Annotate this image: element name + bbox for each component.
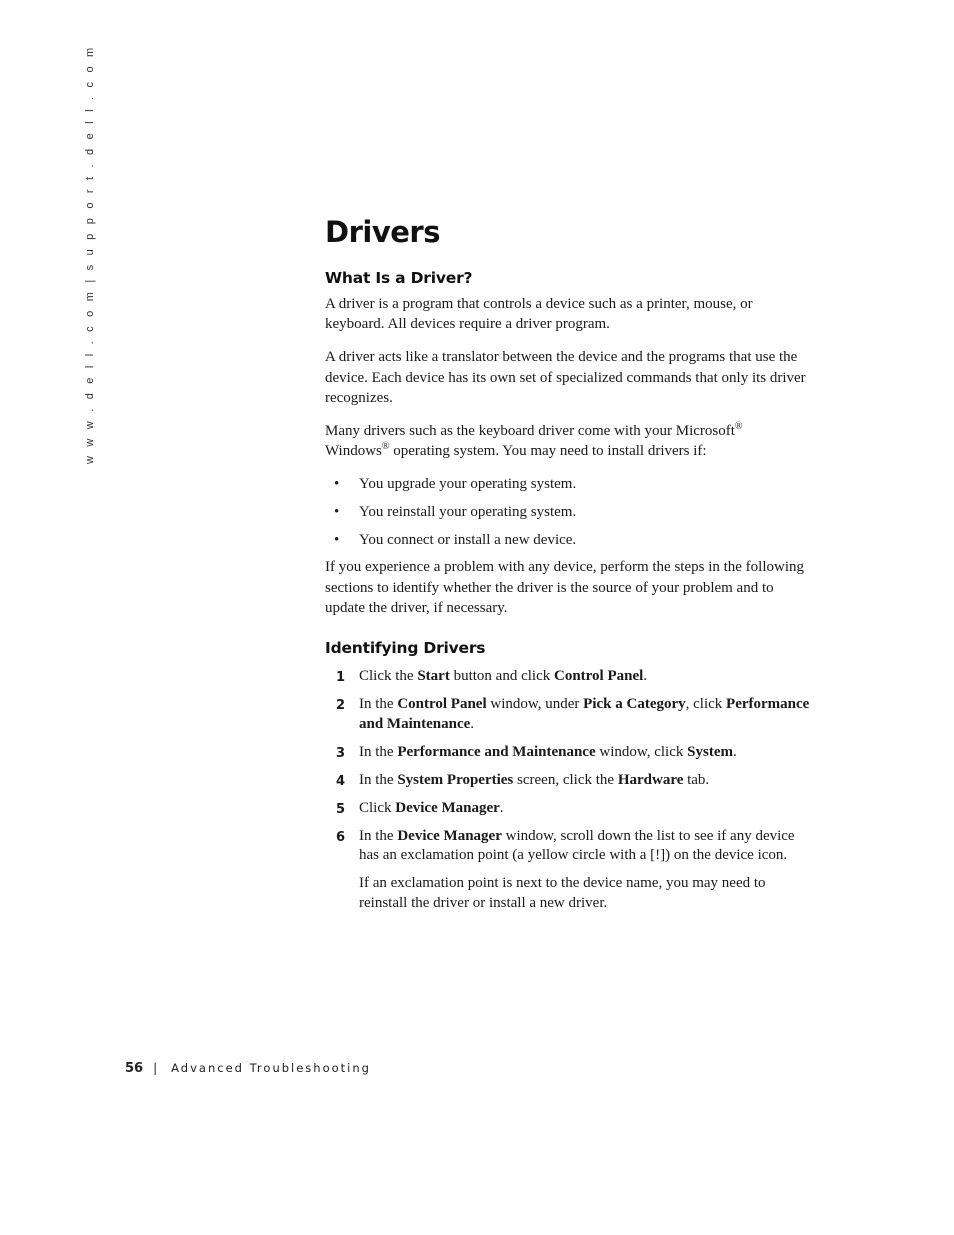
side-url-text: w w w . d e l l . c o m | s u p p o r t . d e l l . c o m <box>84 44 96 464</box>
ui-term: Device Manager <box>395 799 500 816</box>
list-item <box>325 530 815 550</box>
step-text: . <box>643 668 648 685</box>
step-text: window, scroll down the list to see if any device has an exclamation point (a yellow circle with a [!]) on the device icon. <box>359 827 795 864</box>
step-text: . <box>732 743 737 760</box>
step-text: In the <box>359 771 398 788</box>
step-text: . <box>499 799 504 816</box>
list-item-text: You upgrade your operating system. <box>359 476 577 493</box>
step-number: 6 <box>336 829 346 845</box>
step-number: 2 <box>336 698 346 714</box>
chapter-title: Advanced Troubleshooting <box>171 1061 371 1075</box>
step-text: In the <box>359 743 398 760</box>
step-text: button and click <box>449 668 554 685</box>
step-text: Click the <box>359 668 418 685</box>
ui-term: Control Panel <box>553 668 644 685</box>
step-text: screen, click the <box>513 771 618 788</box>
step-note: If an exclamation point is next to the device name, you may need to reinstall the driver or install a new driver. <box>359 875 766 911</box>
bullet-icon: • <box>334 476 340 493</box>
ui-term: System <box>687 743 733 760</box>
step-text: window, click <box>595 743 688 760</box>
list-item <box>325 502 815 522</box>
paragraph: If you experience a problem with any device, perform the steps in the following sections to identify whether the driver is the source of your problem and to update the driver, if necessary. <box>325 559 805 616</box>
step-number: 5 <box>336 801 346 817</box>
step-text: Click <box>359 799 396 816</box>
bullet-icon: • <box>334 532 340 549</box>
ui-term: Performance and Maintenance <box>397 743 596 760</box>
paragraph-text: Windows <box>325 443 382 460</box>
step-item <box>325 799 815 819</box>
ui-term: Start <box>417 668 450 685</box>
step-text: tab. <box>683 771 710 788</box>
step-number: 3 <box>336 745 346 761</box>
step-item <box>325 743 815 763</box>
ui-term: System Properties <box>397 771 514 788</box>
bullet-list <box>325 474 815 550</box>
ui-term: Pick a Category <box>583 696 686 713</box>
ui-term: Device Manager <box>397 827 502 844</box>
page-number: 56 <box>125 1061 144 1076</box>
section-heading-identifying-drivers: Identifying Drivers <box>325 639 486 658</box>
footer-separator: | <box>153 1061 158 1075</box>
step-item <box>325 771 815 791</box>
step-item <box>325 667 815 687</box>
list-item <box>325 474 815 494</box>
paragraph <box>325 421 815 461</box>
steps-list <box>325 667 815 866</box>
list-item-text: You reinstall your operating system. <box>359 504 577 521</box>
step-number: 1 <box>336 670 346 686</box>
bullet-icon: • <box>334 504 340 521</box>
step-item <box>325 695 815 734</box>
main-content <box>325 210 815 913</box>
step-text: In the <box>359 696 398 713</box>
section-heading-what-is-driver: What Is a Driver? <box>325 269 473 287</box>
step-text: . <box>470 715 475 732</box>
paragraph-text: operating system. You may need to install drivers if: <box>389 443 707 460</box>
step-number: 4 <box>336 773 346 789</box>
step-text: In the <box>359 827 398 844</box>
registered-mark: ® <box>734 421 743 433</box>
page-footer <box>125 1061 371 1076</box>
step-text: window, under <box>486 696 584 713</box>
registered-mark: ® <box>381 441 390 453</box>
list-item-text: You connect or install a new device. <box>359 532 577 549</box>
ui-term: Performance and Maintenance <box>359 696 810 732</box>
paragraph-text: Many drivers such as the keyboard driver come with your Microsoft <box>325 423 735 440</box>
paragraph: A driver acts like a translator between the device and the programs that use the device. Each device has its own set of specialized commands that only its driver recognizes. <box>325 349 806 406</box>
step-item <box>325 827 815 866</box>
paragraph: A driver is a program that controls a device such as a printer, mouse, or keyboard. All devices require a driver program. <box>325 296 753 333</box>
ui-term: Hardware <box>617 771 684 788</box>
page-title: Drivers <box>325 215 440 249</box>
step-text: , click <box>685 696 727 713</box>
ui-term: Control Panel <box>397 696 487 713</box>
